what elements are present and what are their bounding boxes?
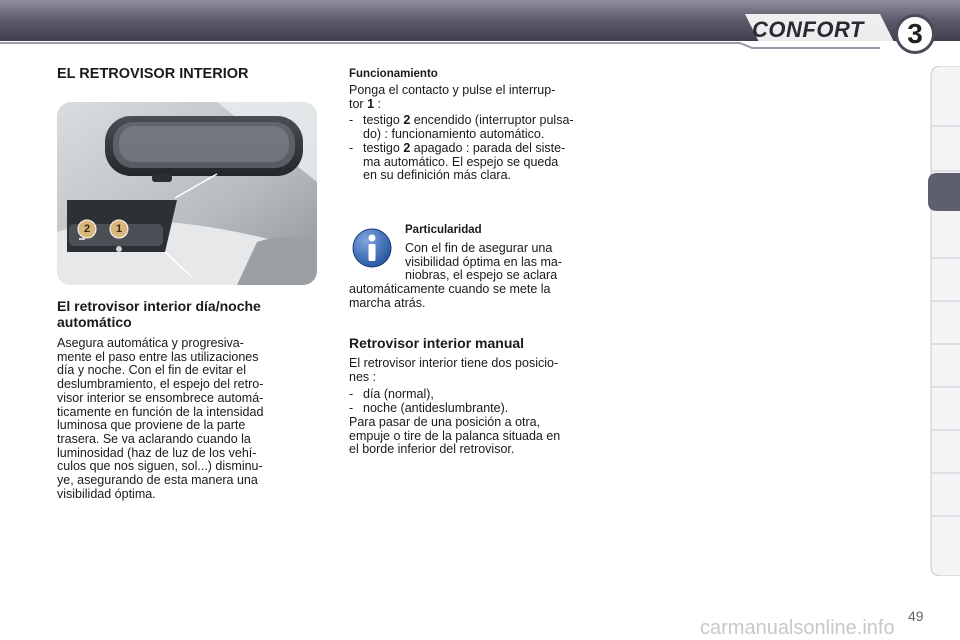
- text-line: automáticamente cuando se mete la: [349, 282, 551, 297]
- text-line: Con el fin de asegurar una: [405, 241, 553, 255]
- text-fragment: :: [374, 96, 381, 111]
- text-line: día (normal),: [363, 387, 434, 402]
- text-line: trasera. Se va aclarando cuando la: [57, 431, 251, 446]
- auto-mirror-title: El retrovisor interior día/noche automático: [57, 298, 261, 330]
- text-line: [363, 114, 611, 128]
- text-fragment: encendido (interruptor pulsa-: [410, 113, 574, 128]
- list-item: [349, 142, 611, 183]
- text-line: Para pasar de una posición a otra,: [349, 414, 541, 429]
- text-line: do) : funcionamiento automático.: [363, 127, 545, 142]
- manual-mirror-title: Retrovisor interior manual: [349, 335, 525, 351]
- chapter-number-badge: 3: [895, 14, 935, 54]
- text-line: ma automático. El espejo se queda: [363, 154, 559, 169]
- text-line: luminosa que proviene de la parte: [57, 418, 246, 433]
- text-fragment: testigo: [363, 113, 404, 128]
- dash: -: [349, 140, 354, 155]
- text-line: visor interior se ensombrece automá-: [57, 390, 264, 405]
- funcionamiento-body: [349, 84, 611, 183]
- list-item: [349, 402, 611, 416]
- chapter-title: CONFORT: [752, 17, 864, 42]
- text-line: marcha atrás.: [349, 295, 426, 310]
- auto-mirror-description: [57, 337, 319, 501]
- particularidad-body: [349, 242, 611, 311]
- text-fragment: apagado : parada del siste-: [410, 140, 566, 155]
- switch-badge-1: 1: [115, 223, 123, 235]
- text-line: el borde inferior del retrovisor.: [349, 442, 515, 457]
- text-line: Ponga el contacto y pulse el interrup-: [349, 83, 556, 97]
- dash: -: [349, 387, 354, 402]
- manual-mirror-body: [349, 357, 611, 457]
- text-fragment: tor: [349, 96, 368, 111]
- text-line: visibilidad óptima.: [57, 486, 156, 501]
- text-fragment: testigo: [363, 140, 404, 155]
- page-header: [0, 0, 960, 52]
- text-line: luminosidad (haz de luz de los vehí-: [57, 445, 257, 460]
- text-line: deslumbramiento, el espejo del retro-: [57, 377, 264, 392]
- list-item: [349, 114, 611, 141]
- text-line: empuje o tire de la palanca situada en: [349, 428, 561, 443]
- text-line: Asegura automática y progresiva-: [57, 336, 244, 350]
- text-line: [363, 142, 611, 156]
- text-line: El retrovisor interior tiene dos posicio-: [349, 356, 559, 370]
- dash: -: [349, 401, 354, 416]
- text-line: [349, 98, 611, 112]
- text-line: día y noche. Con el fin de evitar el: [57, 363, 247, 378]
- indicator-ref: 2: [403, 140, 411, 155]
- indicator-badge-2: 2: [83, 223, 91, 235]
- switch-ref: 1: [367, 96, 375, 111]
- chapter-tab-strip: [927, 66, 960, 576]
- dash: -: [349, 113, 354, 128]
- list-item: [349, 388, 611, 402]
- page-number: 49: [908, 608, 924, 624]
- text-line: ye, asegurando de esta manera una: [57, 473, 258, 488]
- funcionamiento-title: Funcionamiento: [349, 68, 438, 80]
- text-line: nes :: [349, 369, 377, 384]
- text-line: niobras, el espejo se aclara: [405, 268, 558, 283]
- text-line: noche (antideslumbrante).: [363, 401, 509, 416]
- text-line: culos que nos siguen, sol...) disminu-: [57, 459, 263, 474]
- particularidad-title: Particularidad: [405, 224, 482, 236]
- indicator-ref: 2: [403, 113, 411, 128]
- watermark: carmanualsonline.info: [700, 617, 895, 639]
- text-line: visibilidad óptima en las ma-: [405, 254, 563, 269]
- section-title: EL RETROVISOR INTERIOR: [57, 66, 249, 82]
- text-line: ticamente en función de la intensidad: [57, 404, 264, 419]
- text-line: en su definición más clara.: [363, 168, 511, 183]
- text-line: mente el paso entre las utilizaciones: [57, 349, 259, 364]
- mirror-photo: [57, 102, 317, 285]
